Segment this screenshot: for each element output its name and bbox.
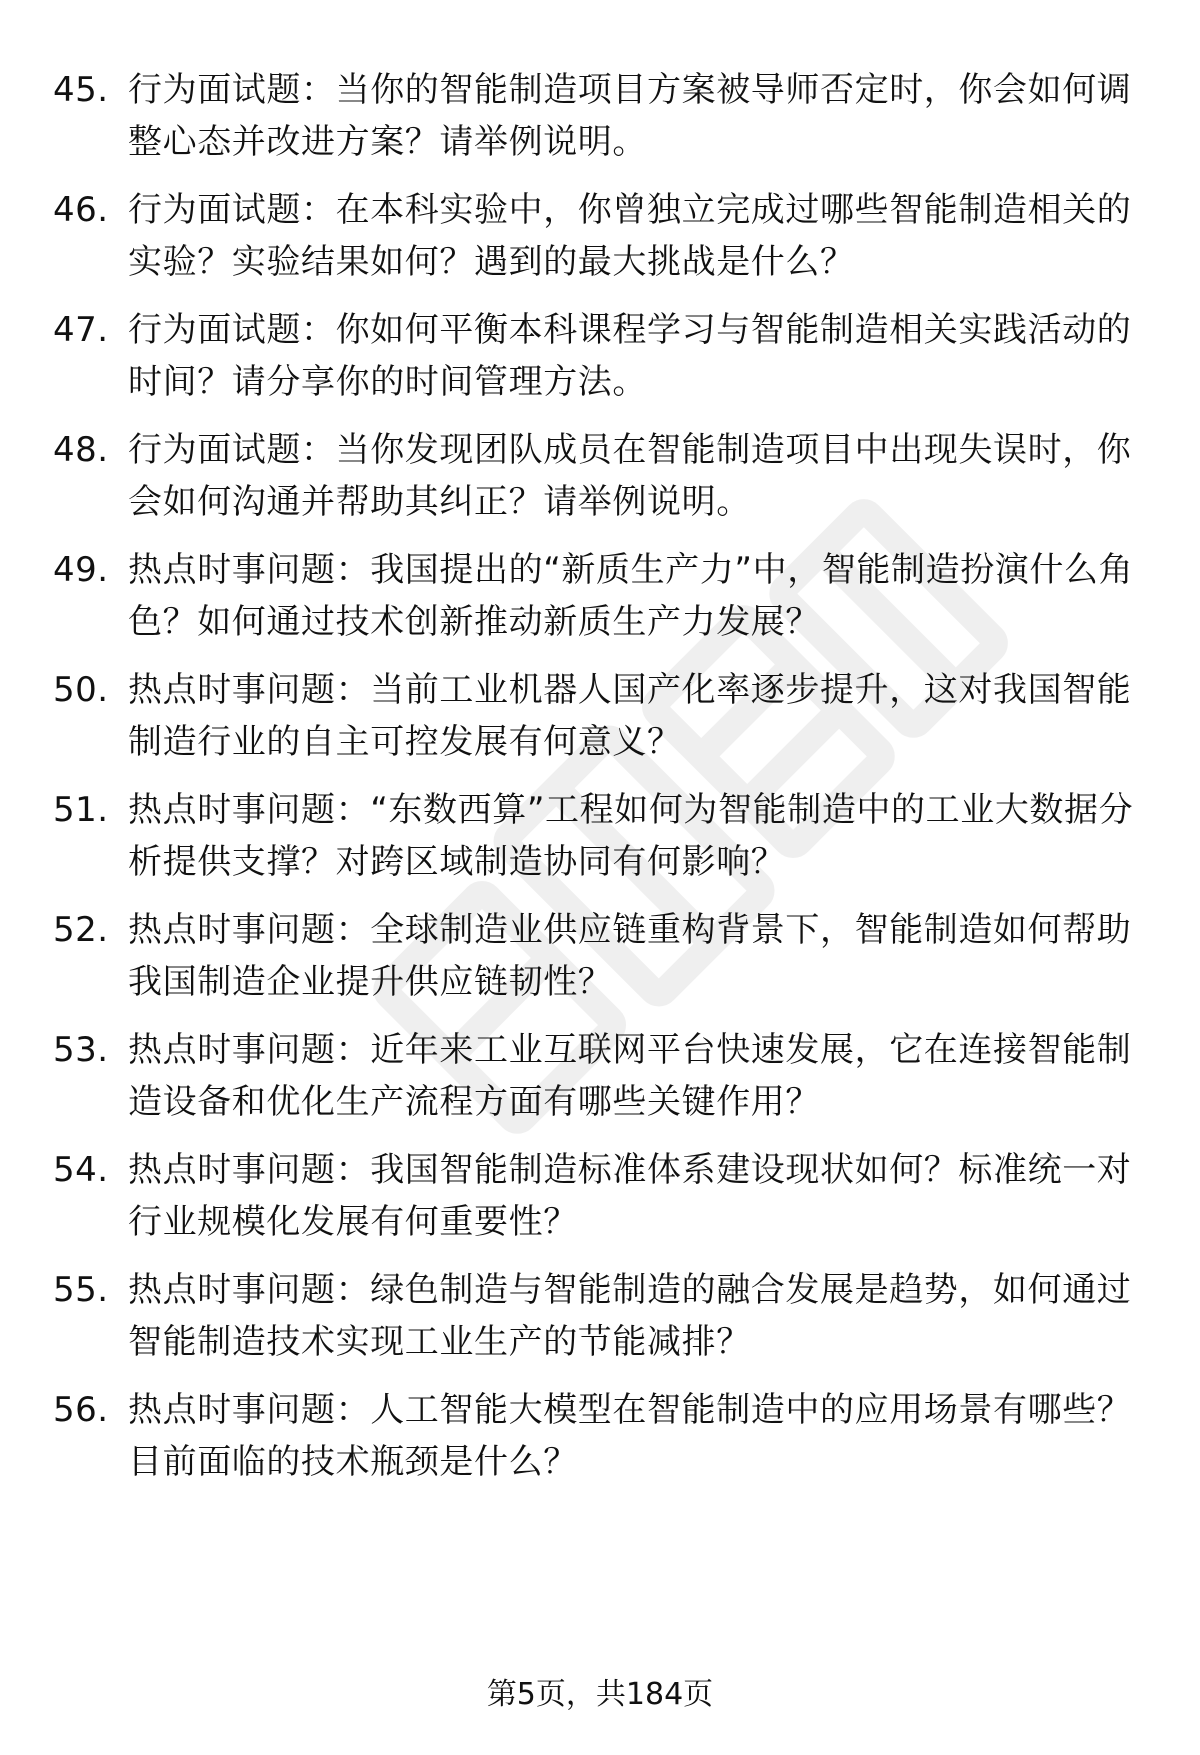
question-number: 49. (53, 550, 109, 590)
question-item (0, 304, 1200, 424)
question-text: 行为面试题：你如何平衡本科课程学习与智能制造相关实践活动的时间？请分享你的时间管理方法。 (128, 310, 1132, 402)
question-number: 47. (53, 310, 109, 350)
question-text: 热点时事问题：“东数西算”工程如何为智能制造中的工业大数据分析提供支撑？对跨区域制造协同有何影响？ (128, 790, 1134, 882)
question-number: 53. (53, 1030, 109, 1070)
question-item (0, 424, 1200, 544)
question-text: 热点时事问题：全球制造业供应链重构背景下，智能制造如何帮助我国制造企业提升供应链韧性？ (128, 910, 1132, 1002)
question-text: 热点时事问题：我国智能制造标准体系建设现状如何？标准统一对行业规模化发展有何重要性？ (128, 1150, 1132, 1242)
question-number: 50. (53, 670, 109, 710)
question-text: 热点时事问题：我国提出的“新质生产力”中，智能制造扮演什么角色？如何通过技术创新推动新质生产力发展？ (128, 550, 1134, 642)
question-item (0, 1264, 1200, 1384)
question-number: 46. (53, 190, 109, 230)
question-number: 45. (53, 70, 109, 110)
question-text: 行为面试题：当你的智能制造项目方案被导师否定时，你会如何调整心态并改进方案？请举例说明。 (128, 70, 1132, 162)
question-number: 54. (53, 1150, 109, 1190)
question-number: 55. (53, 1270, 109, 1310)
question-item (0, 784, 1200, 904)
question-text: 热点时事问题：近年来工业互联网平台快速发展，它在连接智能制造设备和优化生产流程方面有哪些关键作用？ (128, 1030, 1132, 1122)
question-item (0, 184, 1200, 304)
question-text: 行为面试题：当你发现团队成员在智能制造项目中出现失误时，你会如何沟通并帮助其纠正？请举例说明。 (128, 430, 1132, 522)
question-text: 热点时事问题：人工智能大模型在智能制造中的应用场景有哪些？目前面临的技术瓶颈是什么？ (128, 1390, 1132, 1482)
page-number: 第5页，共184页 (486, 1677, 714, 1712)
question-item (0, 1024, 1200, 1144)
question-item (0, 1144, 1200, 1264)
question-number: 51. (53, 790, 109, 830)
question-number: 56. (53, 1390, 109, 1430)
question-text: 热点时事问题：当前工业机器人国产化率逐步提升，这对我国智能制造行业的自主可控发展有何意义？ (128, 670, 1132, 762)
question-item (0, 904, 1200, 1024)
question-number: 52. (53, 910, 109, 950)
question-item (0, 64, 1200, 184)
question-number: 48. (53, 430, 109, 470)
question-text: 行为面试题：在本科实验中，你曾独立完成过哪些智能制造相关的实验？实验结果如何？遇到的最大挑战是什么？ (128, 190, 1132, 282)
question-item (0, 544, 1200, 664)
question-text: 热点时事问题：绿色制造与智能制造的融合发展是趋势，如何通过智能制造技术实现工业生产的节能减排？ (128, 1270, 1132, 1362)
question-item (0, 664, 1200, 784)
question-item (0, 1384, 1200, 1504)
